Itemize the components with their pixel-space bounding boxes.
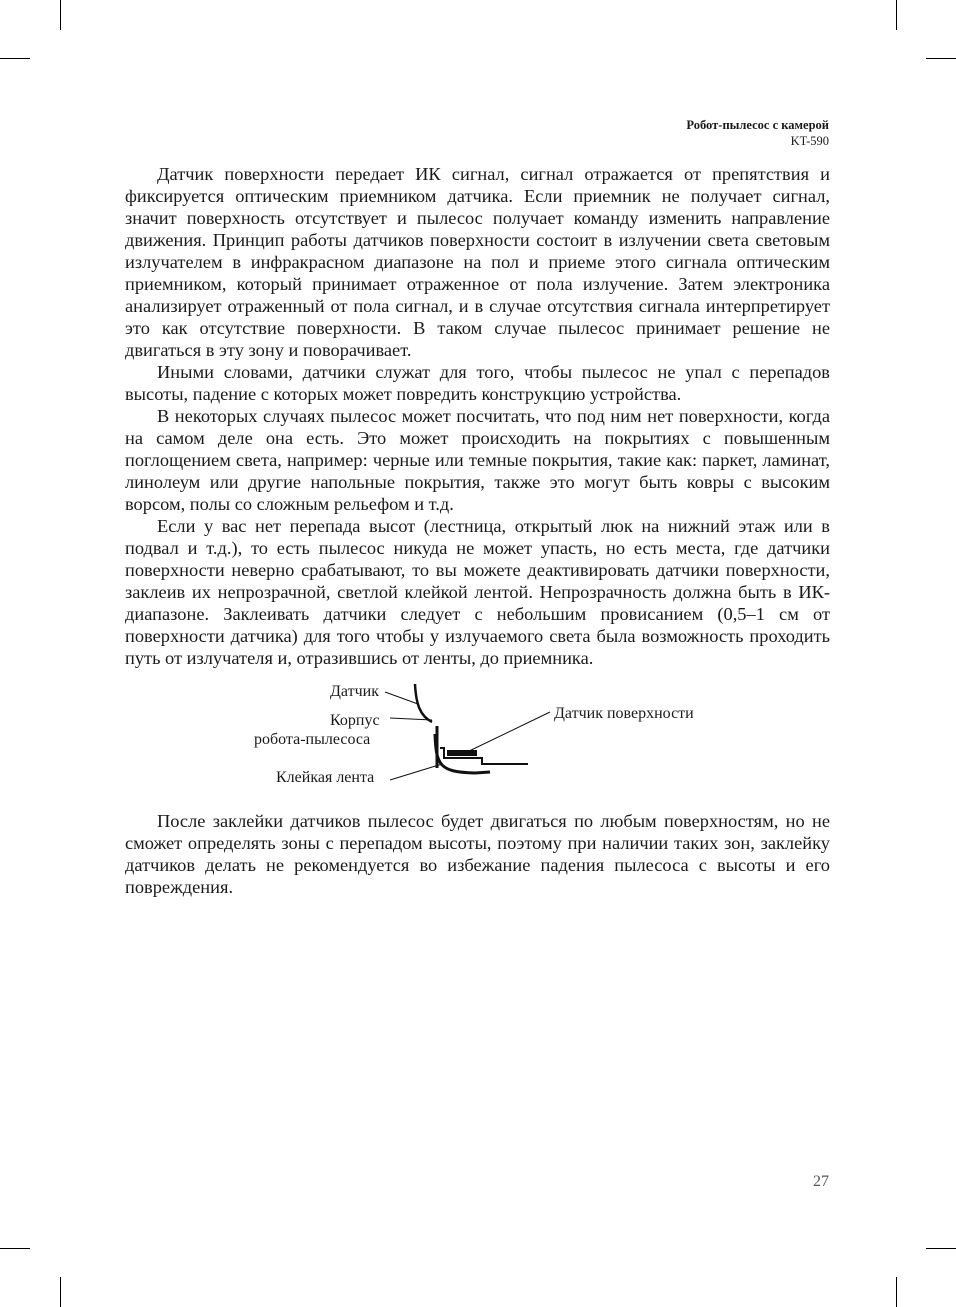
label-sensor: Датчик xyxy=(330,683,379,700)
label-robot-body-line1: Корпус xyxy=(330,712,380,729)
sensor-taping-diagram xyxy=(250,676,730,796)
label-robot-body-line2: робота-пылесоса xyxy=(254,731,371,748)
surface-sensor-block xyxy=(447,750,477,756)
paragraph: Датчик поверхности передает ИК сигнал, сигнал отражается от препятствия и фиксируется оптическим приемником датчика. Если приемник не получает сигнал, значит поверхность отсутствует и пылесос получает команду изменить направление движения. Принцип работы датчиков поверхности состоит в излучении света световым излучателем в инфракрасном диапазоне на пол и приеме этого сигнала оптическим приемником, который принимает отраженное от пола излучение. Затем электроника анализирует отраженный от пола сигнал, и в случае отсутствия сигнала интерпретирует это как отсутствие поверхности. В таком случае пылесос принимает решение не двигаться в эту зону и поворачивает. xyxy=(125,164,830,360)
crop-mark-bottom-left xyxy=(60,1277,61,1307)
paragraph: Если у вас нет перепада высот (лестница, открытый люк на нижний этаж или в подвал и т.д.), то есть пылесос никуда не может упасть, но есть места, где датчики поверхности неверно срабатывают, то вы можете деактивировать датчики поверхности, заклеив их непрозрачной, светлой клейкой лентой. Непрозрачность должна быть в ИК-диапазоне. Заклеивать датчики следует с небольшим провисанием (0,5–1 см от поверхности датчика) для того чтобы у излучаемого света была возможность проходить путь от излучателя и, отразившись от ленты, до приемника. xyxy=(125,516,830,668)
crop-mark-top-left xyxy=(60,0,61,30)
leader-line-sensor xyxy=(385,692,418,704)
page-number: 27 xyxy=(813,1173,829,1190)
running-head-model: KT-590 xyxy=(790,134,829,148)
body-text xyxy=(125,163,830,669)
paragraph: В некоторых случаях пылесос может посчитать, что под ним нет поверхности, когда на самом деле она есть. Это может происходить на покрытиях с повышенным поглощением света, например: черные или темные покрытия, такие как: паркет, ламинат, линолеум или другие напольные покрытия, также это могут быть ковры с высоким ворсом, полы со сложным рельефом и т.д. xyxy=(125,406,830,514)
crop-mark-bottom-right xyxy=(896,1277,897,1307)
crop-mark-bottom-right-h xyxy=(926,1248,956,1249)
label-surface-sensor: Датчик поверхности xyxy=(554,705,694,722)
body-text-after-figure xyxy=(125,810,830,898)
paragraph: Иными словами, датчики служат для того, чтобы пылесос не упал с перепадов высоты, падение с которых может повредить конструкцию устройства. xyxy=(125,362,830,404)
running-head-title: Робот-пылесос с камерой xyxy=(686,118,829,132)
sensor-shape xyxy=(415,684,432,722)
running-head xyxy=(686,117,829,149)
label-adhesive-tape: Клейкая лента xyxy=(276,769,375,786)
leader-line-surface-sensor xyxy=(465,712,550,753)
crop-mark-top-right-h xyxy=(926,58,956,59)
crop-mark-top-left-h xyxy=(0,58,30,59)
paragraph: После заклейки датчиков пылесос будет двигаться по любым поверхностям, но не сможет определять зоны с перепадом высоты, поэтому при наличии таких зон, заклейку датчиков делать не рекомендуется во избежание падения пылесоса с высоты и его повреждения. xyxy=(125,811,830,897)
crop-mark-bottom-left-h xyxy=(0,1248,30,1249)
crop-mark-top-right xyxy=(896,0,897,30)
leader-line-tape xyxy=(390,764,442,780)
